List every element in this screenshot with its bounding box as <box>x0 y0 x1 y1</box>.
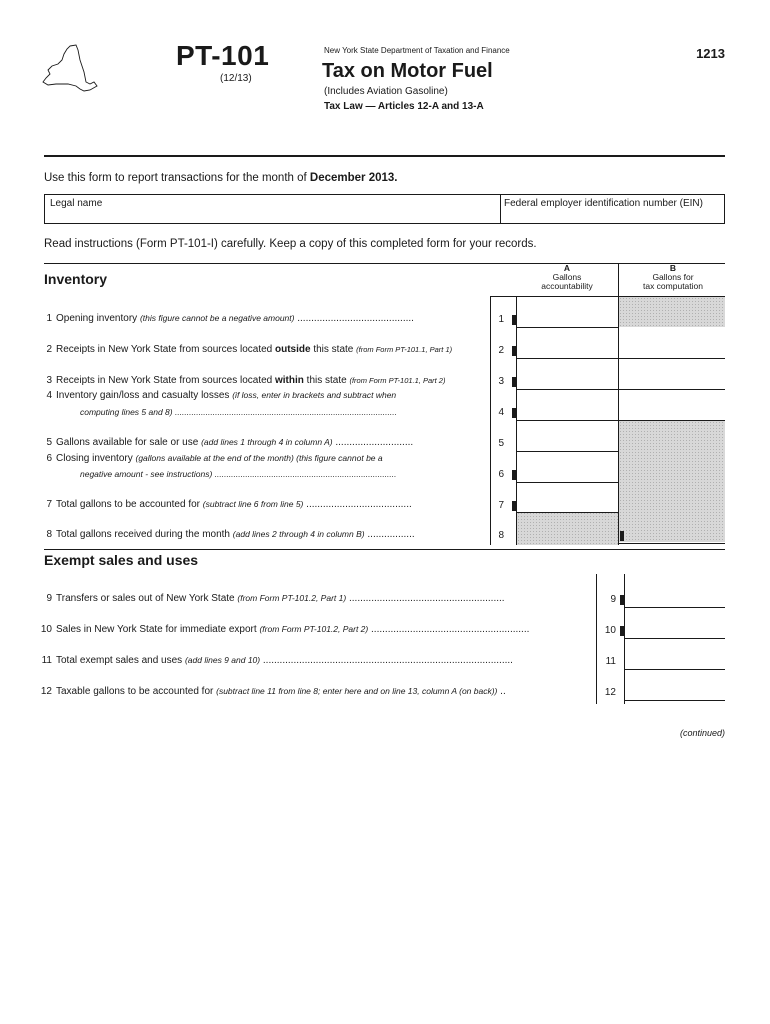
box-number-12: 12 <box>604 687 616 698</box>
line-6-entry[interactable] <box>516 482 618 483</box>
entry-marker <box>620 531 624 541</box>
entry-marker <box>620 595 624 605</box>
period-prefix: Use this form to report transactions for the month of <box>44 172 310 184</box>
column-a-line1: Gallons <box>552 272 582 282</box>
box-number-2: 2 <box>498 345 504 356</box>
box-number-9: 9 <box>610 594 616 605</box>
new-york-state-outline-icon <box>40 44 98 94</box>
entry-marker <box>620 626 624 636</box>
form-number: PT-101 <box>176 40 270 71</box>
column-a-header <box>516 264 618 291</box>
exempt-box-number-left <box>596 574 597 704</box>
entry-marker <box>512 377 516 387</box>
box-number-3: 3 <box>498 376 504 387</box>
form-title: Tax on Motor Fuel <box>322 60 493 82</box>
column-b-line1: Gallons for <box>652 272 694 282</box>
inventory-section-title: Inventory <box>44 271 108 287</box>
box-number-4: 4 <box>498 407 504 418</box>
line-3-label: 3 Receipts in New York State from sources located within this state (from Form PT-101.1, Part 2) <box>46 375 446 386</box>
line-6-label: 6 Closing inventory (gallons available at the end of the month) (this figure cannot be a <box>46 453 383 464</box>
box-number-10: 10 <box>604 625 616 636</box>
line-6-continuation: negative amount - see instructions) ............................................................................. <box>80 469 397 479</box>
reporting-period <box>44 172 398 184</box>
line-7-label: 7 Total gallons to be accounted for (subtract line 6 from line 5) ...................................... <box>46 499 412 510</box>
line-8-label: 8 Total gallons received during the month (add lines 2 through 4 in column B) ................. <box>46 529 415 540</box>
period-month: December 2013. <box>309 172 398 184</box>
tax-law-reference: Tax Law — Articles 12-A and 13-A <box>324 101 484 112</box>
column-b-letter: B <box>669 263 677 273</box>
box-number-6: 6 <box>498 469 504 480</box>
line-3-entry[interactable] <box>516 389 725 390</box>
instructions-note: Read instructions (Form PT-101-I) carefully. Keep a copy of this completed form for your records. <box>44 238 537 250</box>
form-code: 1213 <box>696 46 725 61</box>
line-5-label: 5 Gallons available for sale or use (add lines 1 through 4 in column A) ............................ <box>46 437 414 448</box>
line-1-col-a-entry[interactable] <box>516 327 618 328</box>
line-4-label: 4 Inventory gain/loss and casualty losses (if loss, enter in brackets and subtract when <box>46 390 397 401</box>
form-subtitle: (Includes Aviation Gasoline) <box>324 86 448 97</box>
column-b-line2: tax computation <box>642 281 703 291</box>
line-12-label: 12 Taxable gallons to be accounted for (subtract line 11 from line 8; enter here and on line 13, column A (on back)) .. <box>40 686 506 697</box>
entry-marker <box>512 346 516 356</box>
line-1-label: 1 Opening inventory (this figure cannot be a negative amount) .......................................... <box>46 313 414 324</box>
line-4-entry[interactable] <box>516 420 725 421</box>
line-5-entry[interactable] <box>516 451 618 452</box>
line-2-entry[interactable] <box>516 358 725 359</box>
column-a-letter: A <box>563 263 571 273</box>
line-4-continuation: computing lines 5 and 8) .............................................................................................. <box>80 407 397 417</box>
line-1-col-b-shaded <box>619 297 725 327</box>
box-number-11: 11 <box>605 656 616 667</box>
line-8-entry[interactable] <box>618 543 725 544</box>
continued-note: (continued) <box>679 728 725 738</box>
legal-name-field[interactable]: Legal name <box>50 198 103 209</box>
column-header-divider <box>618 263 619 296</box>
exempt-section-title: Exempt sales and uses <box>44 552 199 568</box>
taxpayer-info-box <box>44 194 725 224</box>
exempt-entry-left <box>624 574 625 704</box>
box-number-8: 8 <box>498 530 504 541</box>
section-divider <box>44 549 725 550</box>
line-8-col-a-shaded <box>517 512 618 545</box>
line-12-entry[interactable] <box>624 700 725 701</box>
entry-marker <box>512 470 516 480</box>
line-10-entry[interactable] <box>624 638 725 639</box>
lines-5-7-col-b-shaded <box>619 421 725 542</box>
entry-marker <box>512 501 516 511</box>
line-11-label: 11 Total exempt sales and uses (add lines 9 and 10) .......................................................................................... <box>41 655 513 666</box>
line-7-entry[interactable] <box>516 512 618 513</box>
entry-marker <box>512 408 516 418</box>
line-9-entry[interactable] <box>624 607 725 608</box>
box-number-1: 1 <box>498 314 504 325</box>
ein-field[interactable]: Federal employer identification number (EIN) <box>504 198 703 209</box>
field-divider <box>500 195 501 223</box>
box-number-7: 7 <box>498 500 504 511</box>
line-11-entry[interactable] <box>624 669 725 670</box>
form-revision: (12/13) <box>220 73 252 84</box>
line-2-label: 2 Receipts in New York State from sources located outside this state (from Form PT-101.1, Part 1) <box>46 344 453 355</box>
department-name: New York State Department of Taxation and Finance <box>324 46 510 55</box>
line-10-label: 10 Sales in New York State for immediate export (from Form PT-101.2, Part 2) ......................................................... <box>40 624 530 635</box>
header-divider <box>44 155 725 157</box>
column-a-line2: accountability <box>541 281 593 291</box>
entry-marker <box>512 315 516 325</box>
line-9-label: 9 Transfers or sales out of New York State (from Form PT-101.2, Part 1) ........................................................ <box>46 593 505 604</box>
column-b-header <box>620 264 726 291</box>
box-number-5: 5 <box>498 438 504 449</box>
